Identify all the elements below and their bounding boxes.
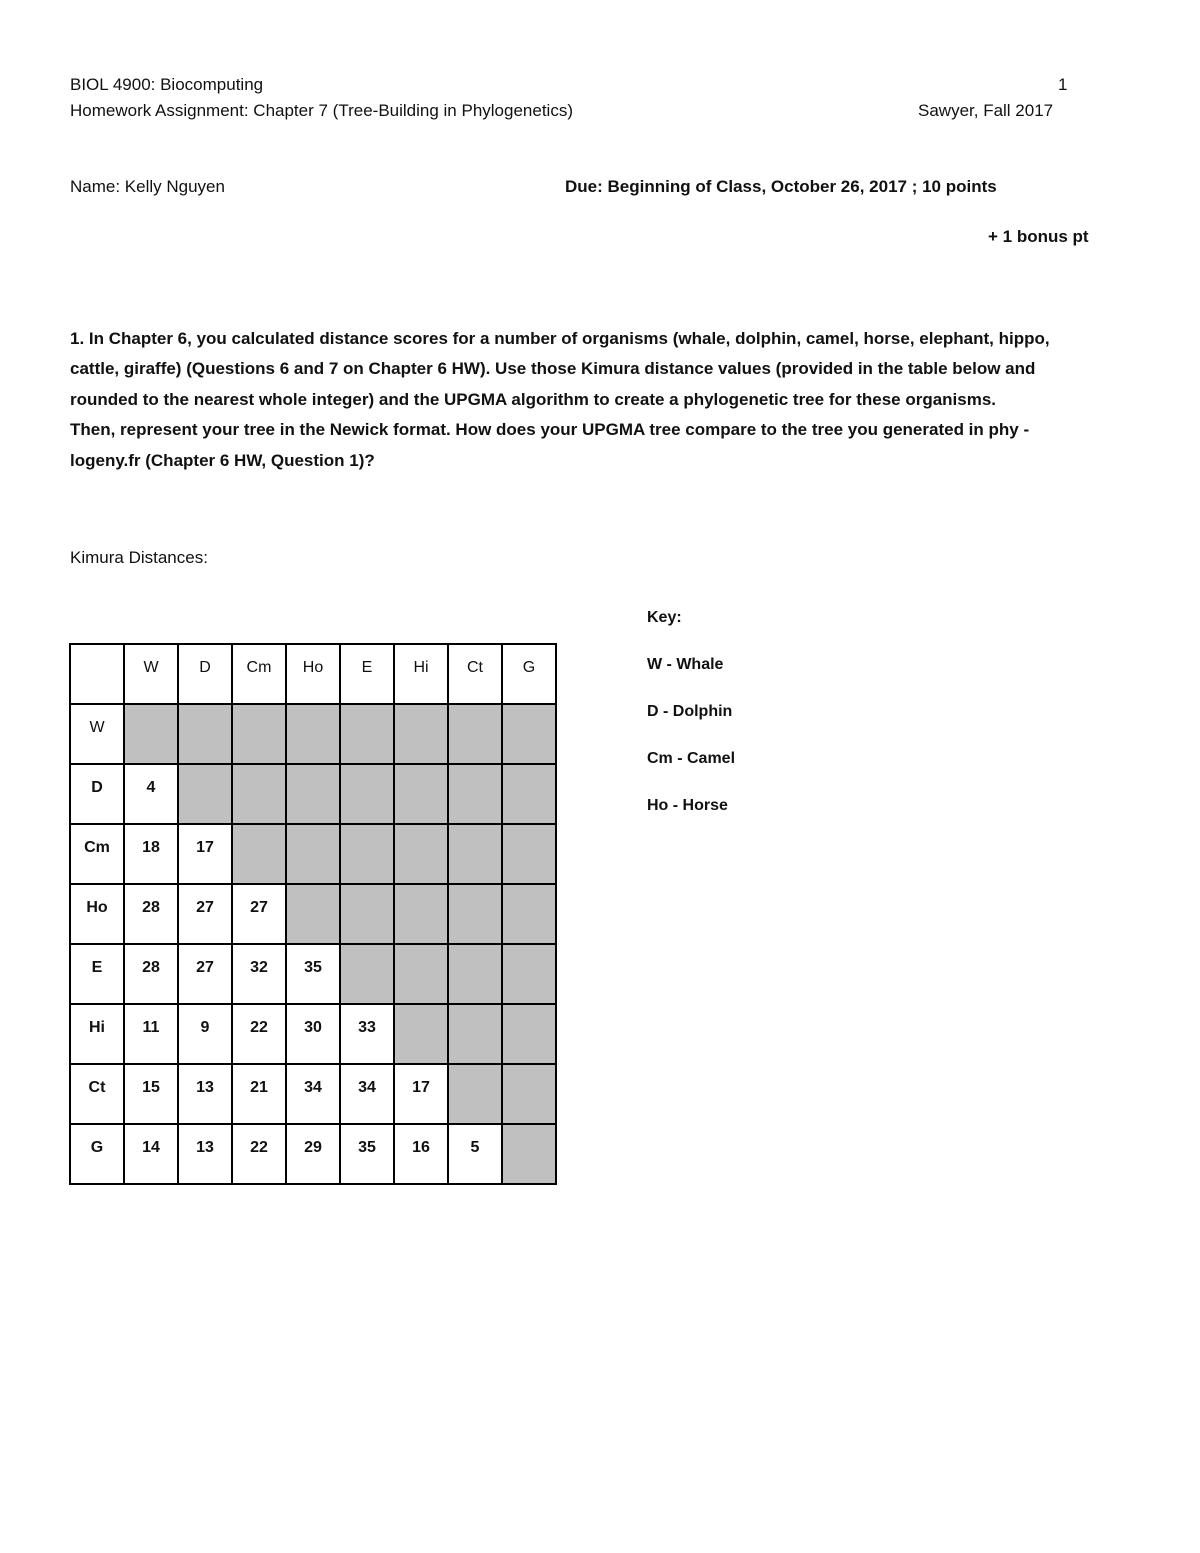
kimura-label: Kimura Distances:: [70, 548, 208, 567]
row-header: D: [70, 764, 124, 824]
column-header: D: [178, 644, 232, 704]
distance-cell: 18: [124, 824, 178, 884]
empty-cell: [502, 944, 556, 1004]
empty-cell: [286, 764, 340, 824]
table-row: [70, 944, 556, 1004]
column-header: Cm: [232, 644, 286, 704]
column-header: Hi: [394, 644, 448, 704]
distance-cell: 14: [124, 1124, 178, 1184]
distance-cell: 4: [124, 764, 178, 824]
empty-cell: [340, 944, 394, 1004]
table-row: [70, 1124, 556, 1184]
instructor-term: Sawyer, Fall 2017: [918, 101, 1054, 120]
row-header: Ct: [70, 1064, 124, 1124]
distance-cell: 34: [340, 1064, 394, 1124]
distance-cell: 16: [394, 1124, 448, 1184]
empty-cell: [502, 884, 556, 944]
distance-cell: 15: [124, 1064, 178, 1124]
distance-cell: 17: [394, 1064, 448, 1124]
table-row: [70, 704, 556, 764]
student-name: Name: Kelly Nguyen: [70, 177, 225, 196]
distance-cell: 27: [178, 884, 232, 944]
empty-cell: [286, 824, 340, 884]
row-header: E: [70, 944, 124, 1004]
empty-cell: [448, 1004, 502, 1064]
empty-cell: [178, 764, 232, 824]
key-item: Ho - Horse: [647, 797, 728, 814]
table-row: [70, 1064, 556, 1124]
distance-cell: 35: [286, 944, 340, 1004]
empty-cell: [502, 824, 556, 884]
table-row: [70, 824, 556, 884]
column-header: G: [502, 644, 556, 704]
page-number: 1: [1058, 75, 1068, 94]
empty-cell: [178, 704, 232, 764]
distance-cell: 9: [178, 1004, 232, 1064]
empty-cell: [394, 824, 448, 884]
distance-cell: 22: [232, 1124, 286, 1184]
row-header: Hi: [70, 1004, 124, 1064]
empty-cell: [340, 824, 394, 884]
empty-cell: [232, 824, 286, 884]
empty-cell: [448, 1064, 502, 1124]
empty-cell: [448, 764, 502, 824]
distance-cell: 27: [232, 884, 286, 944]
distance-cell: 32: [232, 944, 286, 1004]
distance-cell: 30: [286, 1004, 340, 1064]
column-header: Ho: [286, 644, 340, 704]
distance-cell: 22: [232, 1004, 286, 1064]
row-header: Cm: [70, 824, 124, 884]
key-item: D - Dolphin: [647, 703, 733, 720]
bonus-points: + 1 bonus pt: [988, 227, 1089, 246]
empty-cell: [394, 944, 448, 1004]
empty-cell: [502, 1064, 556, 1124]
kimura-distance-table: [69, 643, 557, 1185]
empty-cell: [286, 704, 340, 764]
distance-cell: 11: [124, 1004, 178, 1064]
distance-cell: 28: [124, 884, 178, 944]
question-line: rounded to the nearest whole integer) and the UPGMA algorithm to create a phylogenetic tree for these organisms.: [70, 389, 997, 409]
table-row: [70, 764, 556, 824]
distance-cell: 17: [178, 824, 232, 884]
table-row: [70, 884, 556, 944]
distance-cell: 34: [286, 1064, 340, 1124]
column-header: E: [340, 644, 394, 704]
empty-cell: [394, 884, 448, 944]
empty-cell: [448, 944, 502, 1004]
key-item: W - Whale: [647, 656, 724, 673]
due-date: Due: Beginning of Class, October 26, 2017 ; 10 points: [565, 177, 997, 196]
empty-cell: [502, 1124, 556, 1184]
question-1: [70, 324, 1130, 476]
row-header: Ho: [70, 884, 124, 944]
empty-cell: [502, 764, 556, 824]
question-line: logeny.fr (Chapter 6 HW, Question 1)?: [70, 450, 375, 470]
empty-cell: [124, 704, 178, 764]
distance-cell: 21: [232, 1064, 286, 1124]
distance-cell: 33: [340, 1004, 394, 1064]
distance-cell: 5: [448, 1124, 502, 1184]
distance-cell: 35: [340, 1124, 394, 1184]
table-row: [70, 1004, 556, 1064]
key-title: Key:: [647, 609, 682, 626]
empty-cell: [394, 1004, 448, 1064]
course-title: BIOL 4900: Biocomputing: [70, 75, 264, 94]
distance-cell: 13: [178, 1064, 232, 1124]
empty-cell: [232, 704, 286, 764]
empty-cell: [286, 884, 340, 944]
empty-cell: [448, 824, 502, 884]
empty-cell: [448, 704, 502, 764]
distance-cell: 28: [124, 944, 178, 1004]
empty-cell: [448, 884, 502, 944]
empty-cell: [340, 764, 394, 824]
table-corner-cell: [70, 644, 124, 704]
distance-cell: 27: [178, 944, 232, 1004]
empty-cell: [502, 704, 556, 764]
empty-cell: [340, 704, 394, 764]
empty-cell: [232, 764, 286, 824]
row-header: W: [70, 704, 124, 764]
distance-cell: 13: [178, 1124, 232, 1184]
column-header: Ct: [448, 644, 502, 704]
assignment-title: Homework Assignment: Chapter 7 (Tree-Building in Phylogenetics): [70, 101, 573, 120]
question-line: 1. In Chapter 6, you calculated distance scores for a number of organisms (whale, dolphin, camel, horse, elephant, hippo,: [70, 329, 1050, 348]
table-header-row: [70, 644, 556, 704]
row-header: G: [70, 1124, 124, 1184]
question-line: cattle, giraffe) (Questions 6 and 7 on Chapter 6 HW). Use those Kimura distance values (provided in the table below and: [70, 359, 1036, 379]
column-header: W: [124, 644, 178, 704]
empty-cell: [340, 884, 394, 944]
empty-cell: [502, 1004, 556, 1064]
key-item: Cm - Camel: [647, 750, 736, 767]
distance-cell: 29: [286, 1124, 340, 1184]
question-line: Then, represent your tree in the Newick format. How does your UPGMA tree compare to the tree you generated in phy -: [70, 420, 1030, 440]
empty-cell: [394, 764, 448, 824]
empty-cell: [394, 704, 448, 764]
